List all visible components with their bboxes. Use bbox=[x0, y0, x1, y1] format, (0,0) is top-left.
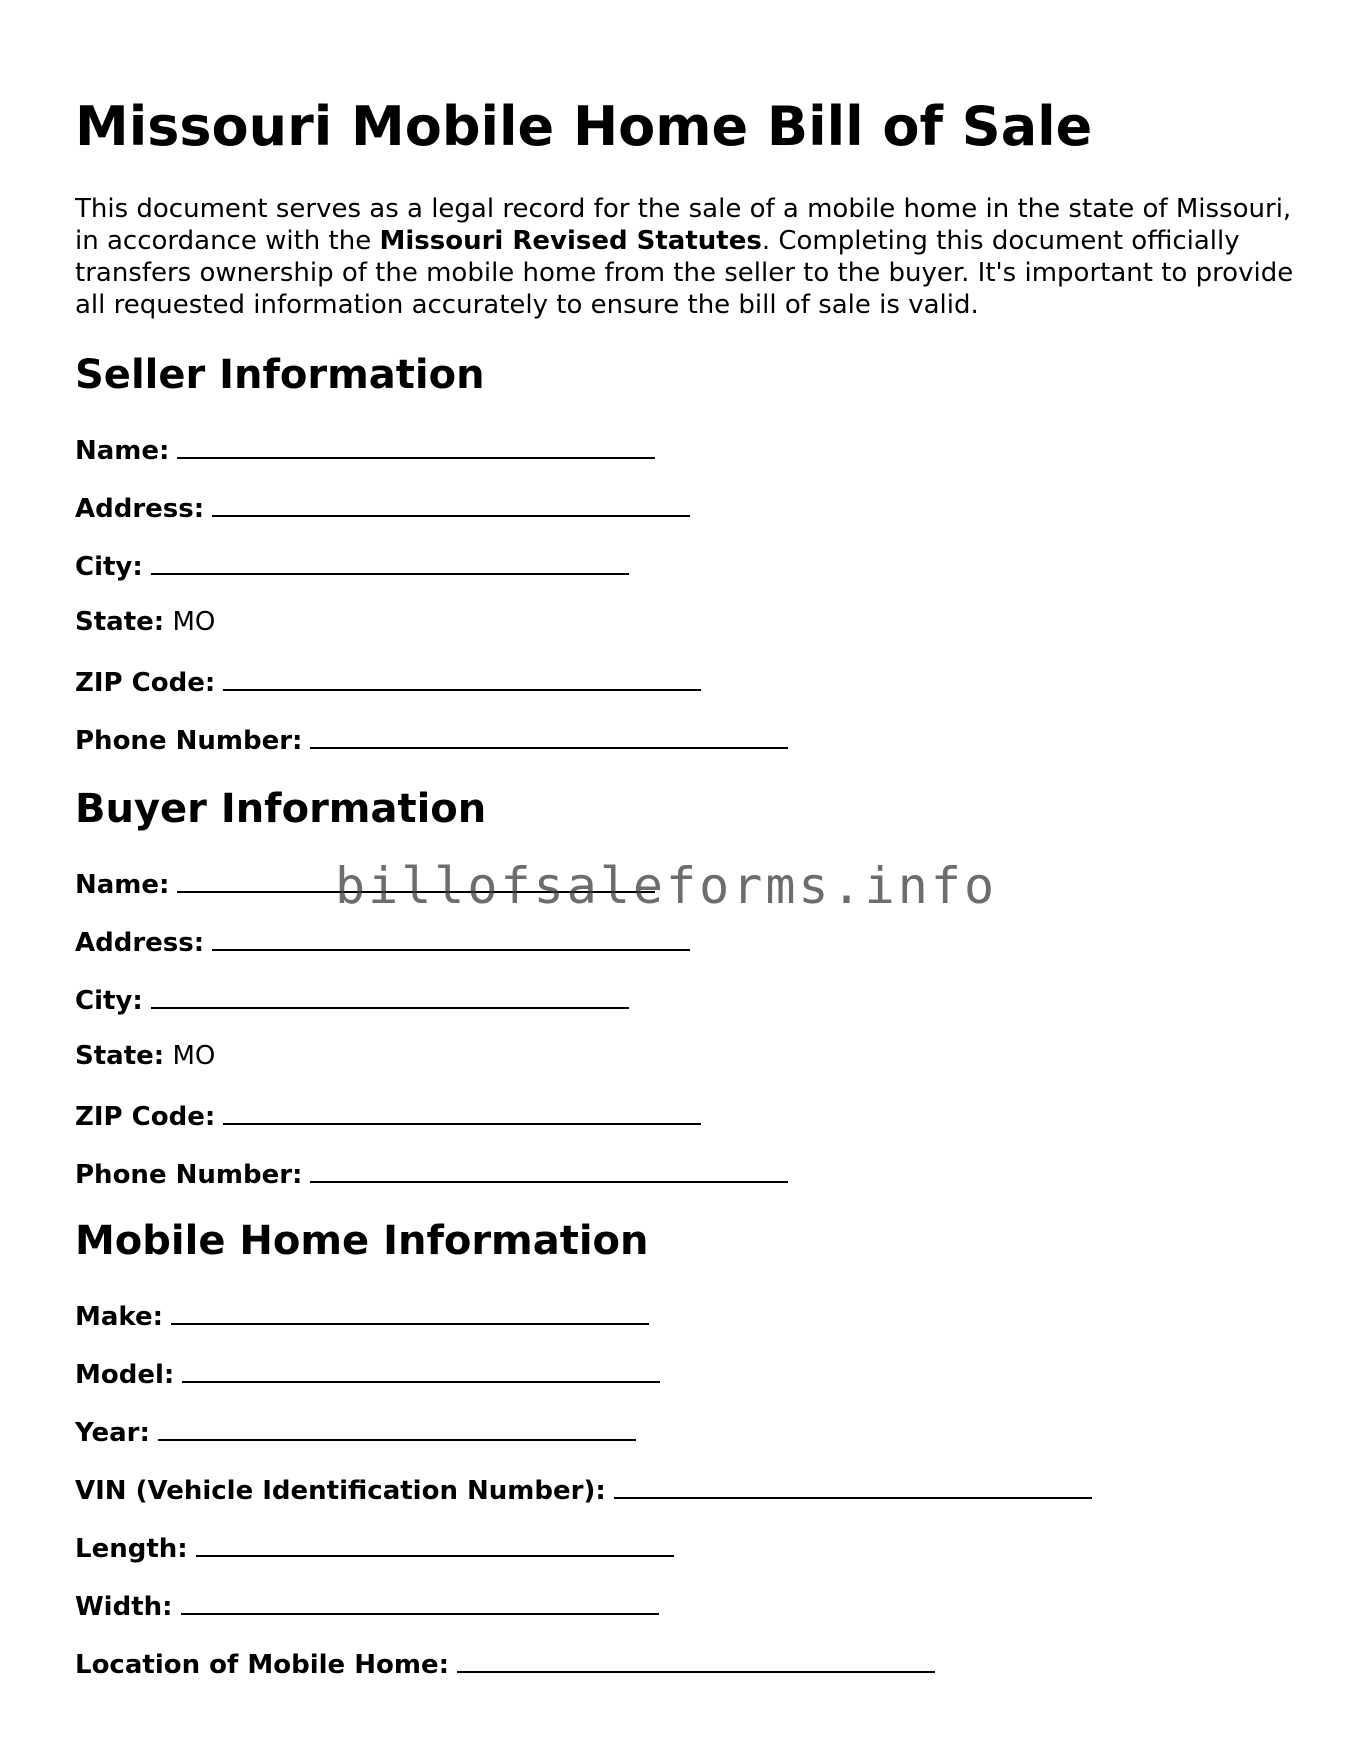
home-year-label: Year: bbox=[75, 1418, 150, 1448]
buyer-city-field bbox=[75, 981, 629, 1018]
seller-city-label: City: bbox=[75, 552, 143, 582]
home-vin-blank[interactable] bbox=[614, 1471, 1092, 1499]
seller-state-label: State: bbox=[75, 607, 165, 637]
seller-phone-label: Phone Number: bbox=[75, 726, 303, 756]
seller-state-value: MO bbox=[172, 607, 216, 637]
buyer-state-field bbox=[75, 1039, 215, 1073]
home-width-field bbox=[75, 1587, 659, 1624]
seller-city-field bbox=[75, 547, 629, 584]
buyer-address-label: Address: bbox=[75, 928, 205, 958]
seller-address-label: Address: bbox=[75, 494, 205, 524]
intro-statute-name: Missouri Revised Statutes bbox=[379, 226, 762, 256]
buyer-heading: Buyer Information bbox=[75, 786, 487, 832]
buyer-zip-label: ZIP Code: bbox=[75, 1102, 216, 1132]
seller-zip-label: ZIP Code: bbox=[75, 668, 216, 698]
seller-state-field bbox=[75, 605, 215, 639]
buyer-city-blank[interactable] bbox=[151, 981, 629, 1009]
home-location-blank[interactable] bbox=[457, 1645, 935, 1673]
home-location-label: Location of Mobile Home: bbox=[75, 1650, 449, 1680]
buyer-city-label: City: bbox=[75, 986, 143, 1016]
home-vin-field bbox=[75, 1471, 1092, 1508]
home-location-field bbox=[75, 1645, 935, 1682]
seller-zip-blank[interactable] bbox=[223, 663, 701, 691]
home-make-label: Make: bbox=[75, 1302, 164, 1332]
seller-name-blank[interactable] bbox=[177, 431, 655, 459]
page-title: Missouri Mobile Home Bill of Sale bbox=[75, 95, 1093, 158]
seller-city-blank[interactable] bbox=[151, 547, 629, 575]
home-width-label: Width: bbox=[75, 1592, 173, 1622]
home-length-blank[interactable] bbox=[196, 1529, 674, 1557]
intro-paragraph bbox=[75, 193, 1295, 321]
home-model-blank[interactable] bbox=[182, 1355, 660, 1383]
home-model-field bbox=[75, 1355, 660, 1392]
home-year-blank[interactable] bbox=[158, 1413, 636, 1441]
buyer-address-blank[interactable] bbox=[212, 923, 690, 951]
buyer-phone-field bbox=[75, 1155, 788, 1192]
seller-heading: Seller Information bbox=[75, 352, 485, 398]
intro-text-2: . Completing this document officially transfers ownership of the mobile home from the seller to the buyer. It's important to provide all requested information accurately to ensure the bill of sale is valid. bbox=[75, 226, 1294, 320]
seller-name-field bbox=[75, 431, 655, 468]
seller-phone-blank[interactable] bbox=[310, 721, 788, 749]
home-vin-label: VIN (Vehicle Identification Number): bbox=[75, 1476, 606, 1506]
home-heading: Mobile Home Information bbox=[75, 1218, 649, 1264]
home-make-blank[interactable] bbox=[171, 1297, 649, 1325]
intro-text-1: This document serves as a legal record for the sale of a mobile home in the state of Missouri, in accordance with the bbox=[75, 194, 1292, 256]
home-model-label: Model: bbox=[75, 1360, 175, 1390]
buyer-zip-field bbox=[75, 1097, 701, 1134]
buyer-state-value: MO bbox=[172, 1041, 216, 1071]
buyer-address-field bbox=[75, 923, 690, 960]
buyer-state-label: State: bbox=[75, 1041, 165, 1071]
seller-phone-field bbox=[75, 721, 788, 758]
home-make-field bbox=[75, 1297, 649, 1334]
seller-zip-field bbox=[75, 663, 701, 700]
home-year-field bbox=[75, 1413, 636, 1450]
seller-address-field bbox=[75, 489, 690, 526]
buyer-phone-blank[interactable] bbox=[310, 1155, 788, 1183]
seller-address-blank[interactable] bbox=[212, 489, 690, 517]
buyer-phone-label: Phone Number: bbox=[75, 1160, 303, 1190]
buyer-zip-blank[interactable] bbox=[223, 1097, 701, 1125]
home-width-blank[interactable] bbox=[181, 1587, 659, 1615]
home-length-label: Length: bbox=[75, 1534, 188, 1564]
watermark-text: billofsaleforms.info bbox=[335, 857, 998, 915]
buyer-name-label: Name: bbox=[75, 870, 170, 900]
home-length-field bbox=[75, 1529, 674, 1566]
seller-name-label: Name: bbox=[75, 436, 170, 466]
